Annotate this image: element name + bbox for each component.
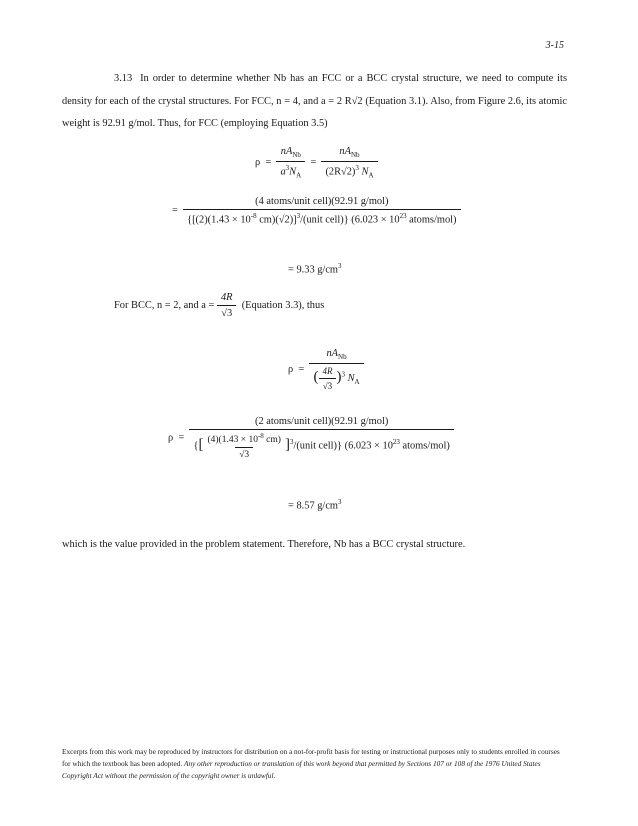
bcc-intro-text: For BCC, n = 2, and a = (114, 299, 215, 311)
equals-sign: = (265, 157, 272, 169)
fcc-fraction-numeric (183, 196, 460, 225)
bcc-denominator-values: {[ $\frac{(4)(1.43 \times 10^{-8} cm)}{√3}$ ]$^3$/(unit cell)} ($6.023 \times 10^{23}$ atoms/mol) (189, 429, 453, 460)
conclusion: which is the value provided in the problem statement. Therefore, Nb has a BCC crystal structure. (62, 539, 466, 550)
problem-intro (62, 68, 567, 136)
bcc-numerator-values: (2 atoms/unit cell)(92.91 g/mol) (254, 416, 389, 427)
fcc-numerator-values: (4 atoms/unit cell)(92.91 g/mol) (255, 196, 389, 207)
bcc-intro-tail: (Equation 3.3), thus (241, 299, 325, 311)
problem-number: 3.13 (114, 73, 133, 84)
bcc-general-equation (288, 348, 364, 391)
denominator: a (280, 166, 286, 178)
equals-sign: = (178, 432, 185, 444)
problem-text: In order to determine whether Nb has an FCC or a BCC crystal structure, we need to compute its density for each of the crystal structures. For FCC, n = 4, and a = 2 R√2 (Equation 3.1). Also, from Figure 2.6, its atomic weight is 92.91 g/mol. Thus, for FCC (employing Equation 3.5) (62, 73, 567, 129)
bcc-result: = 8.57 $g/cm^3$ (288, 498, 342, 512)
fcc-denominator-values: {[$(2)(1.43 \times 10^{-8}$ cm)(√2)]$^3$/(unit cell)} ($6.023 \times 10^{23}$ atoms/mol) (183, 209, 460, 225)
equals-sign: = (172, 205, 178, 217)
equals-sign: = (298, 363, 305, 375)
avogadro: N (289, 166, 297, 178)
bcc-fraction-general: $nA_{Nb}$ ( $\frac{4R}{√3}$ )$^3$ $N_A$ (309, 348, 363, 391)
fcc-fraction-substituted (321, 146, 377, 180)
avogadro: N (361, 166, 369, 178)
avogadro-sub: A (368, 171, 374, 180)
avogadro-sub: A (296, 171, 302, 180)
fcc-result: = 9.33 $g/cm^3$ (288, 262, 342, 276)
numerator: nA (280, 146, 293, 157)
numerator: nA (339, 146, 351, 157)
bcc-fraction-numeric (189, 416, 453, 460)
copyright-footer (62, 746, 567, 782)
bcc-lattice-fraction: $\frac{4R}{√3}$ (217, 292, 237, 319)
fcc-numeric-equation (172, 196, 461, 225)
numerator-sub: Nb (350, 151, 360, 160)
bcc-numeric-equation (168, 416, 454, 460)
bcc-intro (114, 292, 324, 319)
cube-sup: 3 (285, 164, 290, 173)
cube-sup: 3 (355, 164, 359, 173)
rho-symbol: ρ (168, 432, 174, 444)
fcc-fraction-general (276, 146, 305, 180)
rho-symbol: ρ (255, 157, 261, 169)
page-number: 3-15 (545, 40, 564, 51)
fcc-general-equation (255, 146, 378, 180)
rho-symbol: ρ (288, 363, 294, 375)
lattice-parameter: (2R√2) (325, 166, 356, 178)
numerator-sub: Nb (292, 151, 301, 160)
footer-plain: Excerpts from this work may be reproduced by instructors for distribution on a not-for-profit basis for testing or instructional purposes only to students enrolled in courses for which the textbook has been adopted. (62, 747, 560, 768)
footer-italic: Any other reproduction or translation of this work beyond that permitted by Sections 107 or 108 of the 1976 United States Copyright Act without the permission of the copyright owner is unlawful. (62, 759, 541, 780)
equals-sign: = (310, 157, 317, 169)
